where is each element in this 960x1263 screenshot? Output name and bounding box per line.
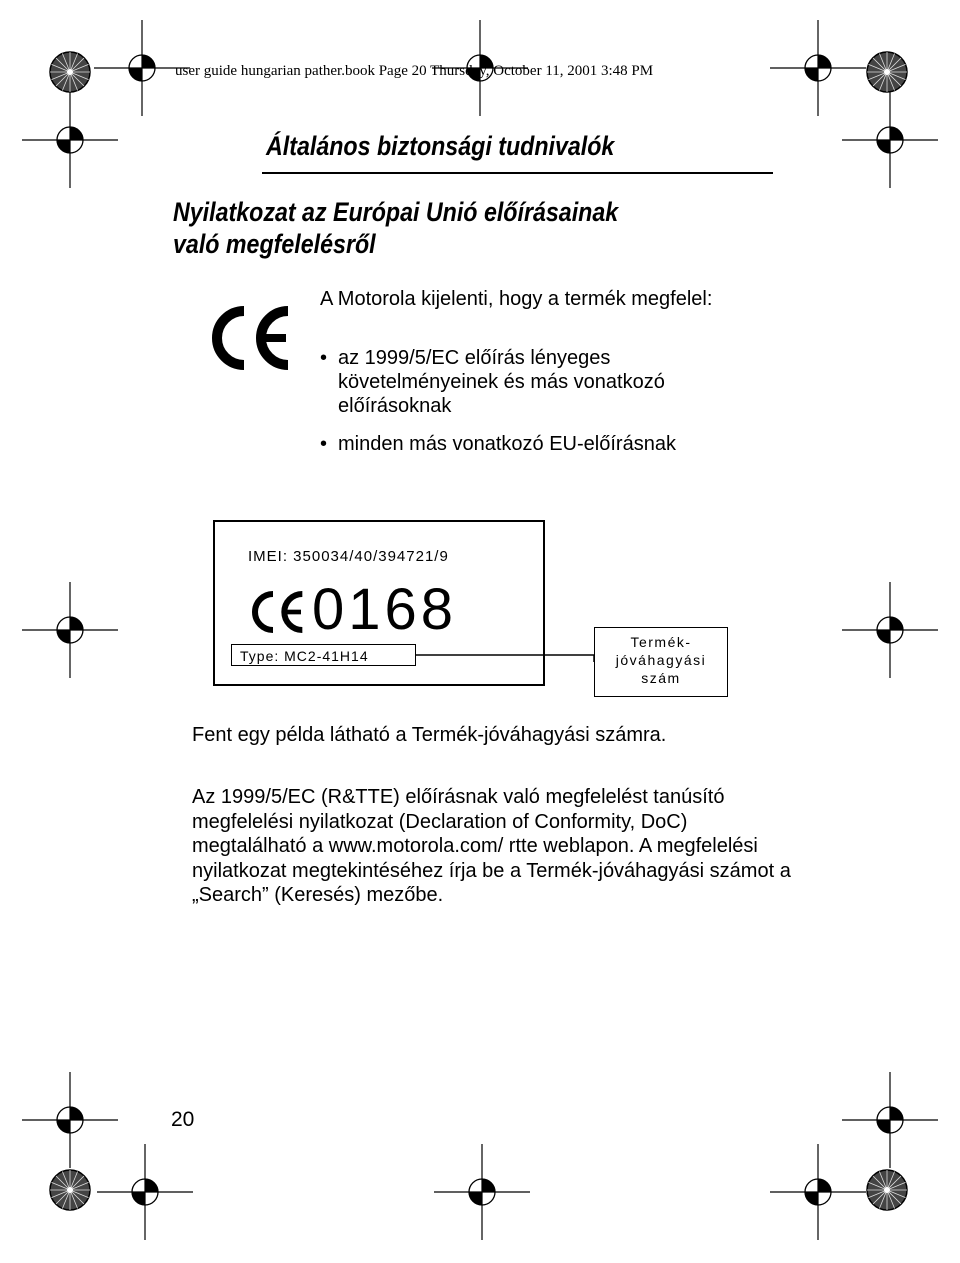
callout-line: szám xyxy=(641,670,681,686)
page-number: 20 xyxy=(171,1108,195,1131)
declaration-heading-line1: Nyilatkozat az Európai Unió előírásainak xyxy=(173,197,619,227)
list-item: • minden más vonatkozó EU-előírásnak xyxy=(320,432,760,456)
approval-number-callout xyxy=(594,627,728,697)
imei-text: IMEI: 350034/40/394721/9 xyxy=(248,548,449,565)
list-item: • az 1999/5/EC előírás lényeges követelményeinek és más vonatkozó előírásoknak xyxy=(320,346,760,418)
declaration-intro: A Motorola kijelenti, hogy a termék megfelel: xyxy=(320,288,713,310)
section-title: Általános biztonsági tudnivalók xyxy=(266,131,615,161)
callout-line: jóváhagyási xyxy=(615,652,707,668)
callout-line: Termék- xyxy=(630,634,692,650)
example-paragraph: Fent egy példa látható a Termék-jóváhagyási számra. xyxy=(192,724,667,746)
doc-paragraph: Az 1999/5/EC (R&TTE) előírásnak való megfelelést tanúsító megfelelési nyilatkozat (Declaration of Conformity, DoC) megtalálható a www.motorola.com/ rtte weblapon. A megfelelési nyilatkozat megtekintéséhez írja be a Termék-jóváhagyási számot a „Search” (Keresés) mezőbe. xyxy=(192,786,791,906)
type-box: Type: MC2-41H14 xyxy=(231,644,416,666)
running-head: user guide hungarian pather.book Page 20 Thursday, October 11, 2001 3:48 PM xyxy=(175,63,654,79)
declaration-heading-line2: való megfelelésről xyxy=(173,229,376,259)
approval-number: 0168 xyxy=(312,577,458,642)
